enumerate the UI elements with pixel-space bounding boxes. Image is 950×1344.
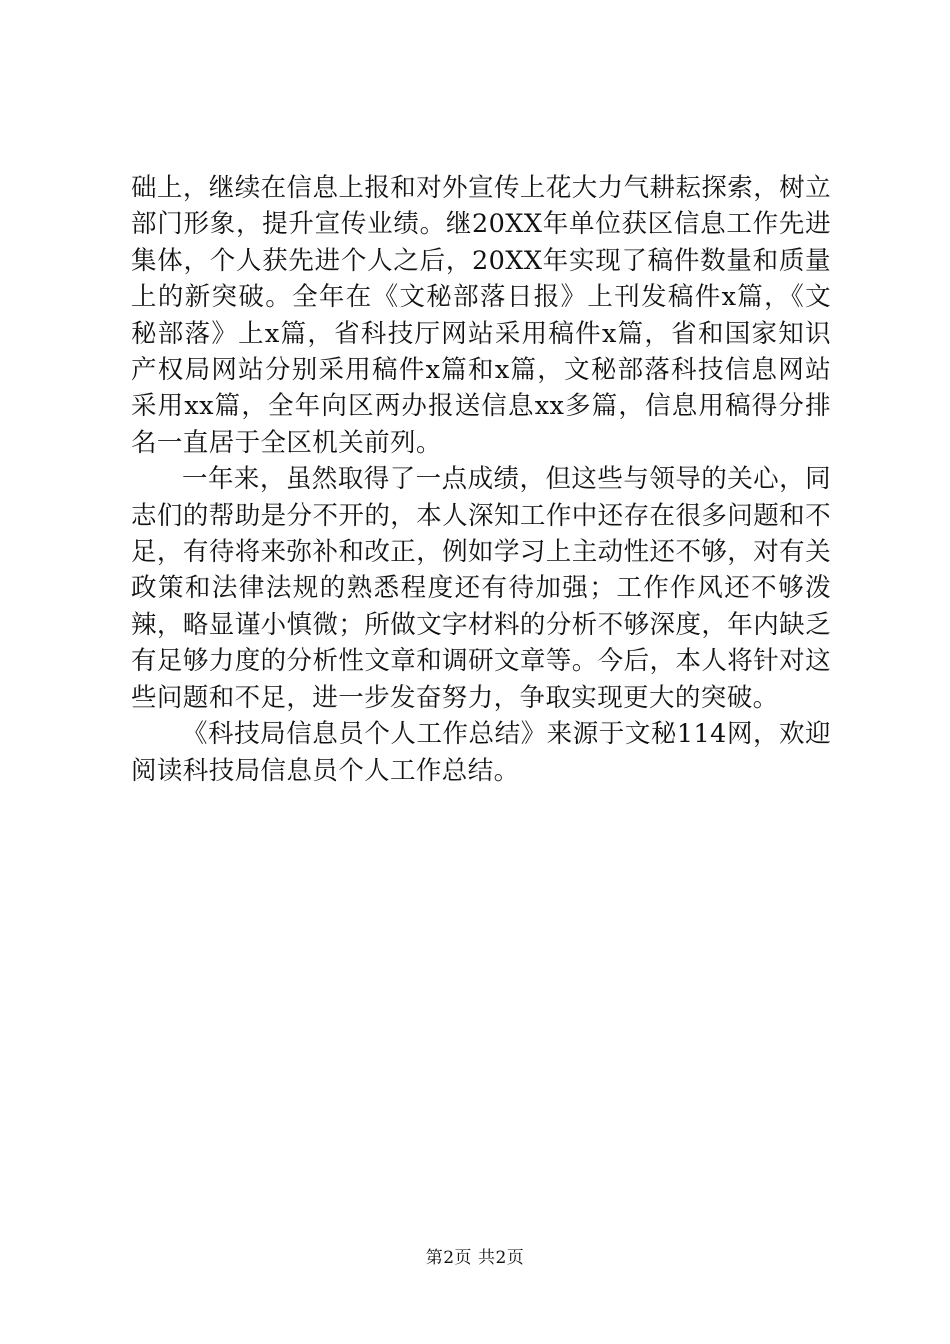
- paragraph-continuation: 础上，继续在信息上报和对外宣传上花大力气耕耘探索，树立部门形象，提升宣传业绩。继20XX年单位获区信息工作先进集体，个人获先进个人之后，20XX年实现了稿件数量和质量上的新突破。全年在《文秘部落日报》上刊发稿件x篇，《文秘部落》上x篇，省科技厅网站采用稿件x篇，省和国家知识产权局网站分别采用稿件x篇和x篇，文秘部落科技信息网站采用xx篇，全年向区两办报送信息xx多篇，信息用稿得分排名一直居于全区机关前列。: [131, 173, 831, 458]
- document-body: [131, 170, 831, 789]
- paragraph-summary: 一年来，虽然取得了一点成绩，但这些与领导的关心，同志们的帮助是分不开的，本人深知工作中还存在很多问题和不足，有待将来弥补和改正，例如学习上主动性还不够，对有关政策和法律法规的熟悉程度还有待加强；工作作风还不够泼辣，略显谨小慎微；所做文字材料的分析不够深度，年内缺乏有足够力度的分析性文章和调研文章等。今后，本人将针对这些问题和不足，进一步发奋努力，争取实现更大的突破。: [131, 464, 831, 713]
- paragraph-source-note: 《科技局信息员个人工作总结》来源于文秘114网，欢迎阅读科技局信息员个人工作总结。: [131, 719, 831, 786]
- page-number-footer: 第2页 共2页: [425, 1248, 525, 1268]
